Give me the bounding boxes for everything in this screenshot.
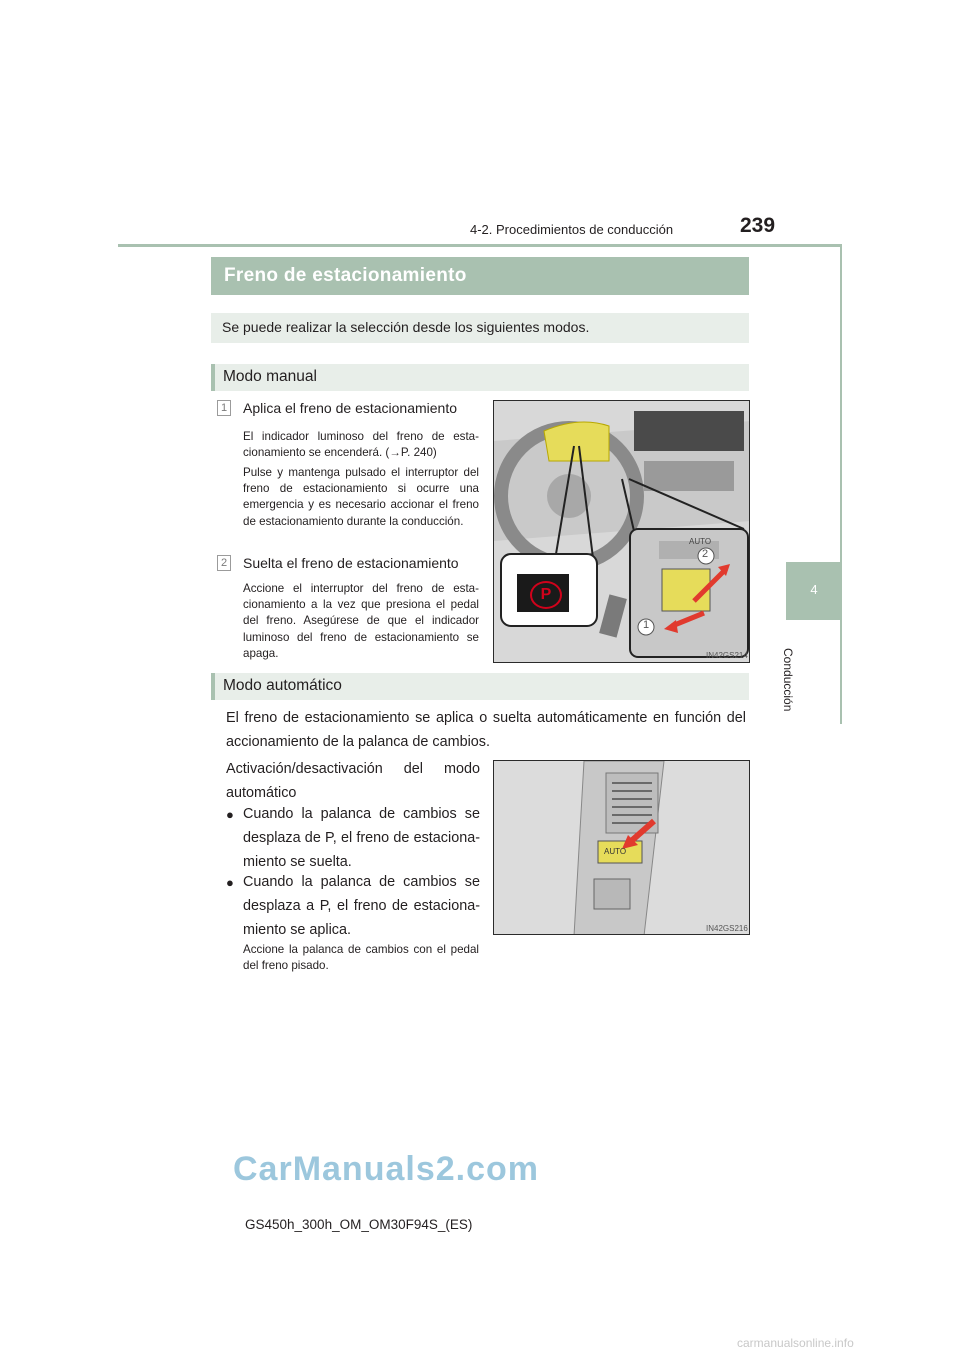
callout-1: 1 — [643, 619, 650, 631]
parking-indicator-icon: P — [530, 581, 562, 609]
auto-mode-lead: Activación/desactivación del modo automático — [226, 761, 480, 801]
chapter-tab-number: 4 — [810, 582, 818, 597]
step-1-paragraph-1: El indicador luminoso del freno de esta- cionamiento se encenderá. (→P. 240) — [243, 430, 479, 460]
footer-code: GS450h_300h_OM_OM30F94S_(ES) — [245, 1217, 473, 1232]
step-2-title: Suelta el freno de estacionamiento — [243, 555, 459, 571]
auto-mode-body: El freno de estacionamiento se aplica o suelta automáticamente en función del accionamiento de la palanca de cambios. — [226, 710, 746, 750]
auto-switch-label: AUTO — [604, 847, 627, 856]
intro-text: Se puede realizar la selección desde los siguientes modos. — [222, 319, 590, 335]
step-1-paragraph-2: Pulse y mantenga pulsado el interruptor del freno de estacionamiento si ocurre una emergencia y es necesario accionar el freno de estacionamiento durante la conducción. — [243, 466, 479, 528]
step-2-paragraph-1: Accione el interruptor del freno de esta- cionamiento a la vez que presiona el pedal del freno. Asegúrese de que el indicador luminoso del freno de estacionamiento se apaga. — [243, 582, 479, 660]
auto-bullet-2: Cuando la palanca de cambios se desplaza a P, el freno de estaciona- miento se aplica. — [243, 874, 480, 938]
auto-switch-label: AUTO — [689, 537, 712, 546]
auto-note: Accione la palanca de cambios con el pedal del freno pisado. — [243, 943, 479, 973]
image-code: IN42GS216 — [706, 924, 748, 933]
watermark-logo: CarManuals2.com — [233, 1150, 539, 1188]
dashboard-drawing — [494, 401, 750, 663]
step-number-2: 2 — [217, 555, 231, 571]
image-code: IN42GS214 — [706, 651, 748, 660]
manual-mode-heading: Modo manual — [223, 368, 317, 385]
auto-mode-illustration — [493, 760, 750, 935]
step-number-1: 1 — [217, 400, 231, 416]
bullet-icon: ● — [226, 875, 234, 890]
callout-2: 2 — [702, 548, 709, 560]
auto-bullet-1: Cuando la palanca de cambios se desplaza de P, el freno de estaciona- miento se suelta. — [243, 806, 480, 870]
page-title: Freno de estacionamiento — [224, 265, 467, 286]
header-rule — [118, 244, 842, 247]
step-1-title: Aplica el freno de estacionamiento — [243, 400, 458, 416]
page-number: 239 — [740, 214, 776, 237]
auto-mode-heading: Modo automático — [223, 677, 342, 694]
manual-mode-illustration — [493, 400, 750, 663]
section-reference: 4-2. Procedimientos de conducción — [470, 222, 674, 237]
bullet-icon: ● — [226, 807, 234, 822]
chapter-tab-label: Conducción — [781, 648, 795, 712]
watermark-site: carmanualsonline.info — [737, 1336, 854, 1350]
side-rule — [840, 244, 842, 724]
